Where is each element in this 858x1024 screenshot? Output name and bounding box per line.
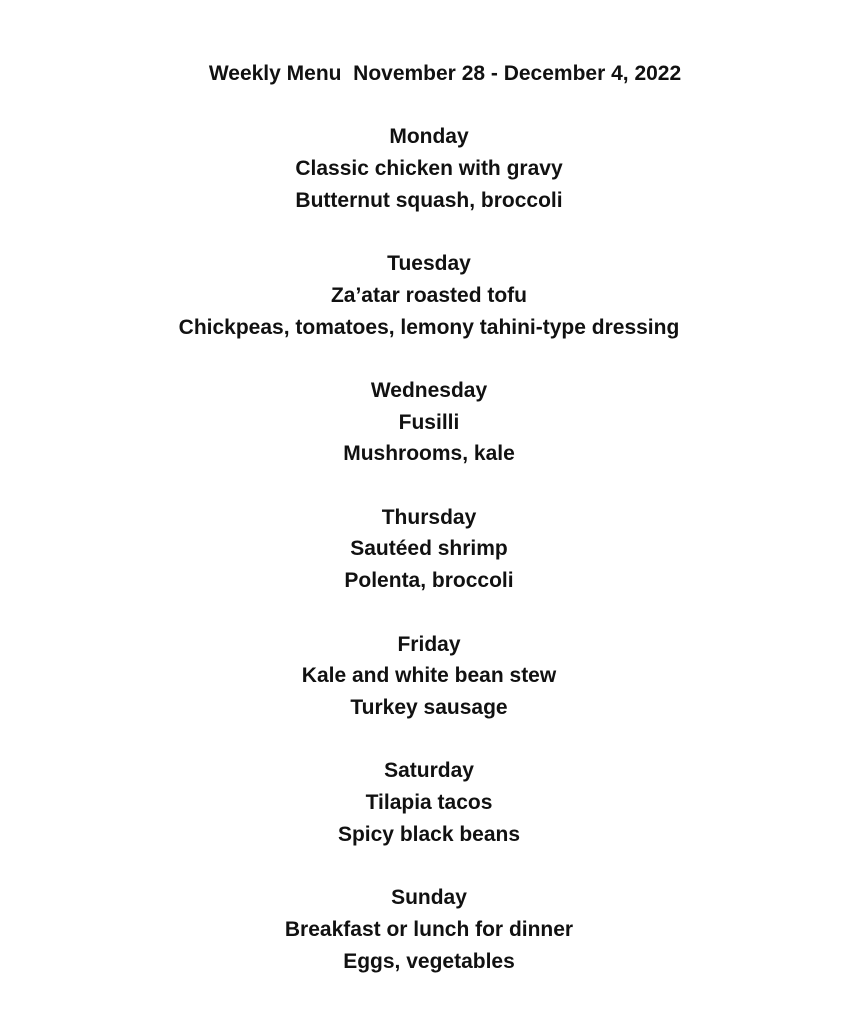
main-dish: Sautéed shrimp xyxy=(350,537,508,561)
side-dishes: Eggs, vegetables xyxy=(343,949,515,973)
menu-title: Weekly Menu November 28 - December 4, 2022 xyxy=(208,62,682,85)
day-name: Friday xyxy=(397,632,461,656)
side-dishes: Butternut squash, broccoli xyxy=(295,188,563,212)
main-dish: Classic chicken with gravy xyxy=(295,157,563,181)
day-block-wednesday xyxy=(0,375,858,470)
side-dishes: Chickpeas, tomatoes, lemony tahini-type dressing xyxy=(178,315,680,339)
side-dishes: Turkey sausage xyxy=(350,695,508,719)
main-dish: Kale and white bean stew xyxy=(301,664,557,688)
main-dish: Fusilli xyxy=(398,410,460,434)
main-dish: Za’atar roasted tofu xyxy=(330,283,528,307)
day-block-sunday xyxy=(0,882,858,977)
day-name: Thursday xyxy=(381,505,477,529)
day-block-monday xyxy=(0,121,858,216)
day-block-saturday xyxy=(0,755,858,850)
side-dishes: Spicy black beans xyxy=(337,822,521,846)
side-dishes: Polenta, broccoli xyxy=(344,569,514,593)
day-name: Sunday xyxy=(391,886,467,910)
day-block-friday xyxy=(0,629,858,724)
day-name: Wednesday xyxy=(370,378,488,402)
main-dish: Tilapia tacos xyxy=(365,791,493,815)
day-block-tuesday xyxy=(0,248,858,343)
side-dishes: Mushrooms, kale xyxy=(343,442,515,466)
day-block-thursday xyxy=(0,502,858,597)
day-name: Monday xyxy=(389,125,469,149)
main-dish: Breakfast or lunch for dinner xyxy=(284,917,574,941)
weekly-menu xyxy=(0,58,858,977)
day-name: Saturday xyxy=(384,759,474,783)
day-name: Tuesday xyxy=(387,252,471,276)
